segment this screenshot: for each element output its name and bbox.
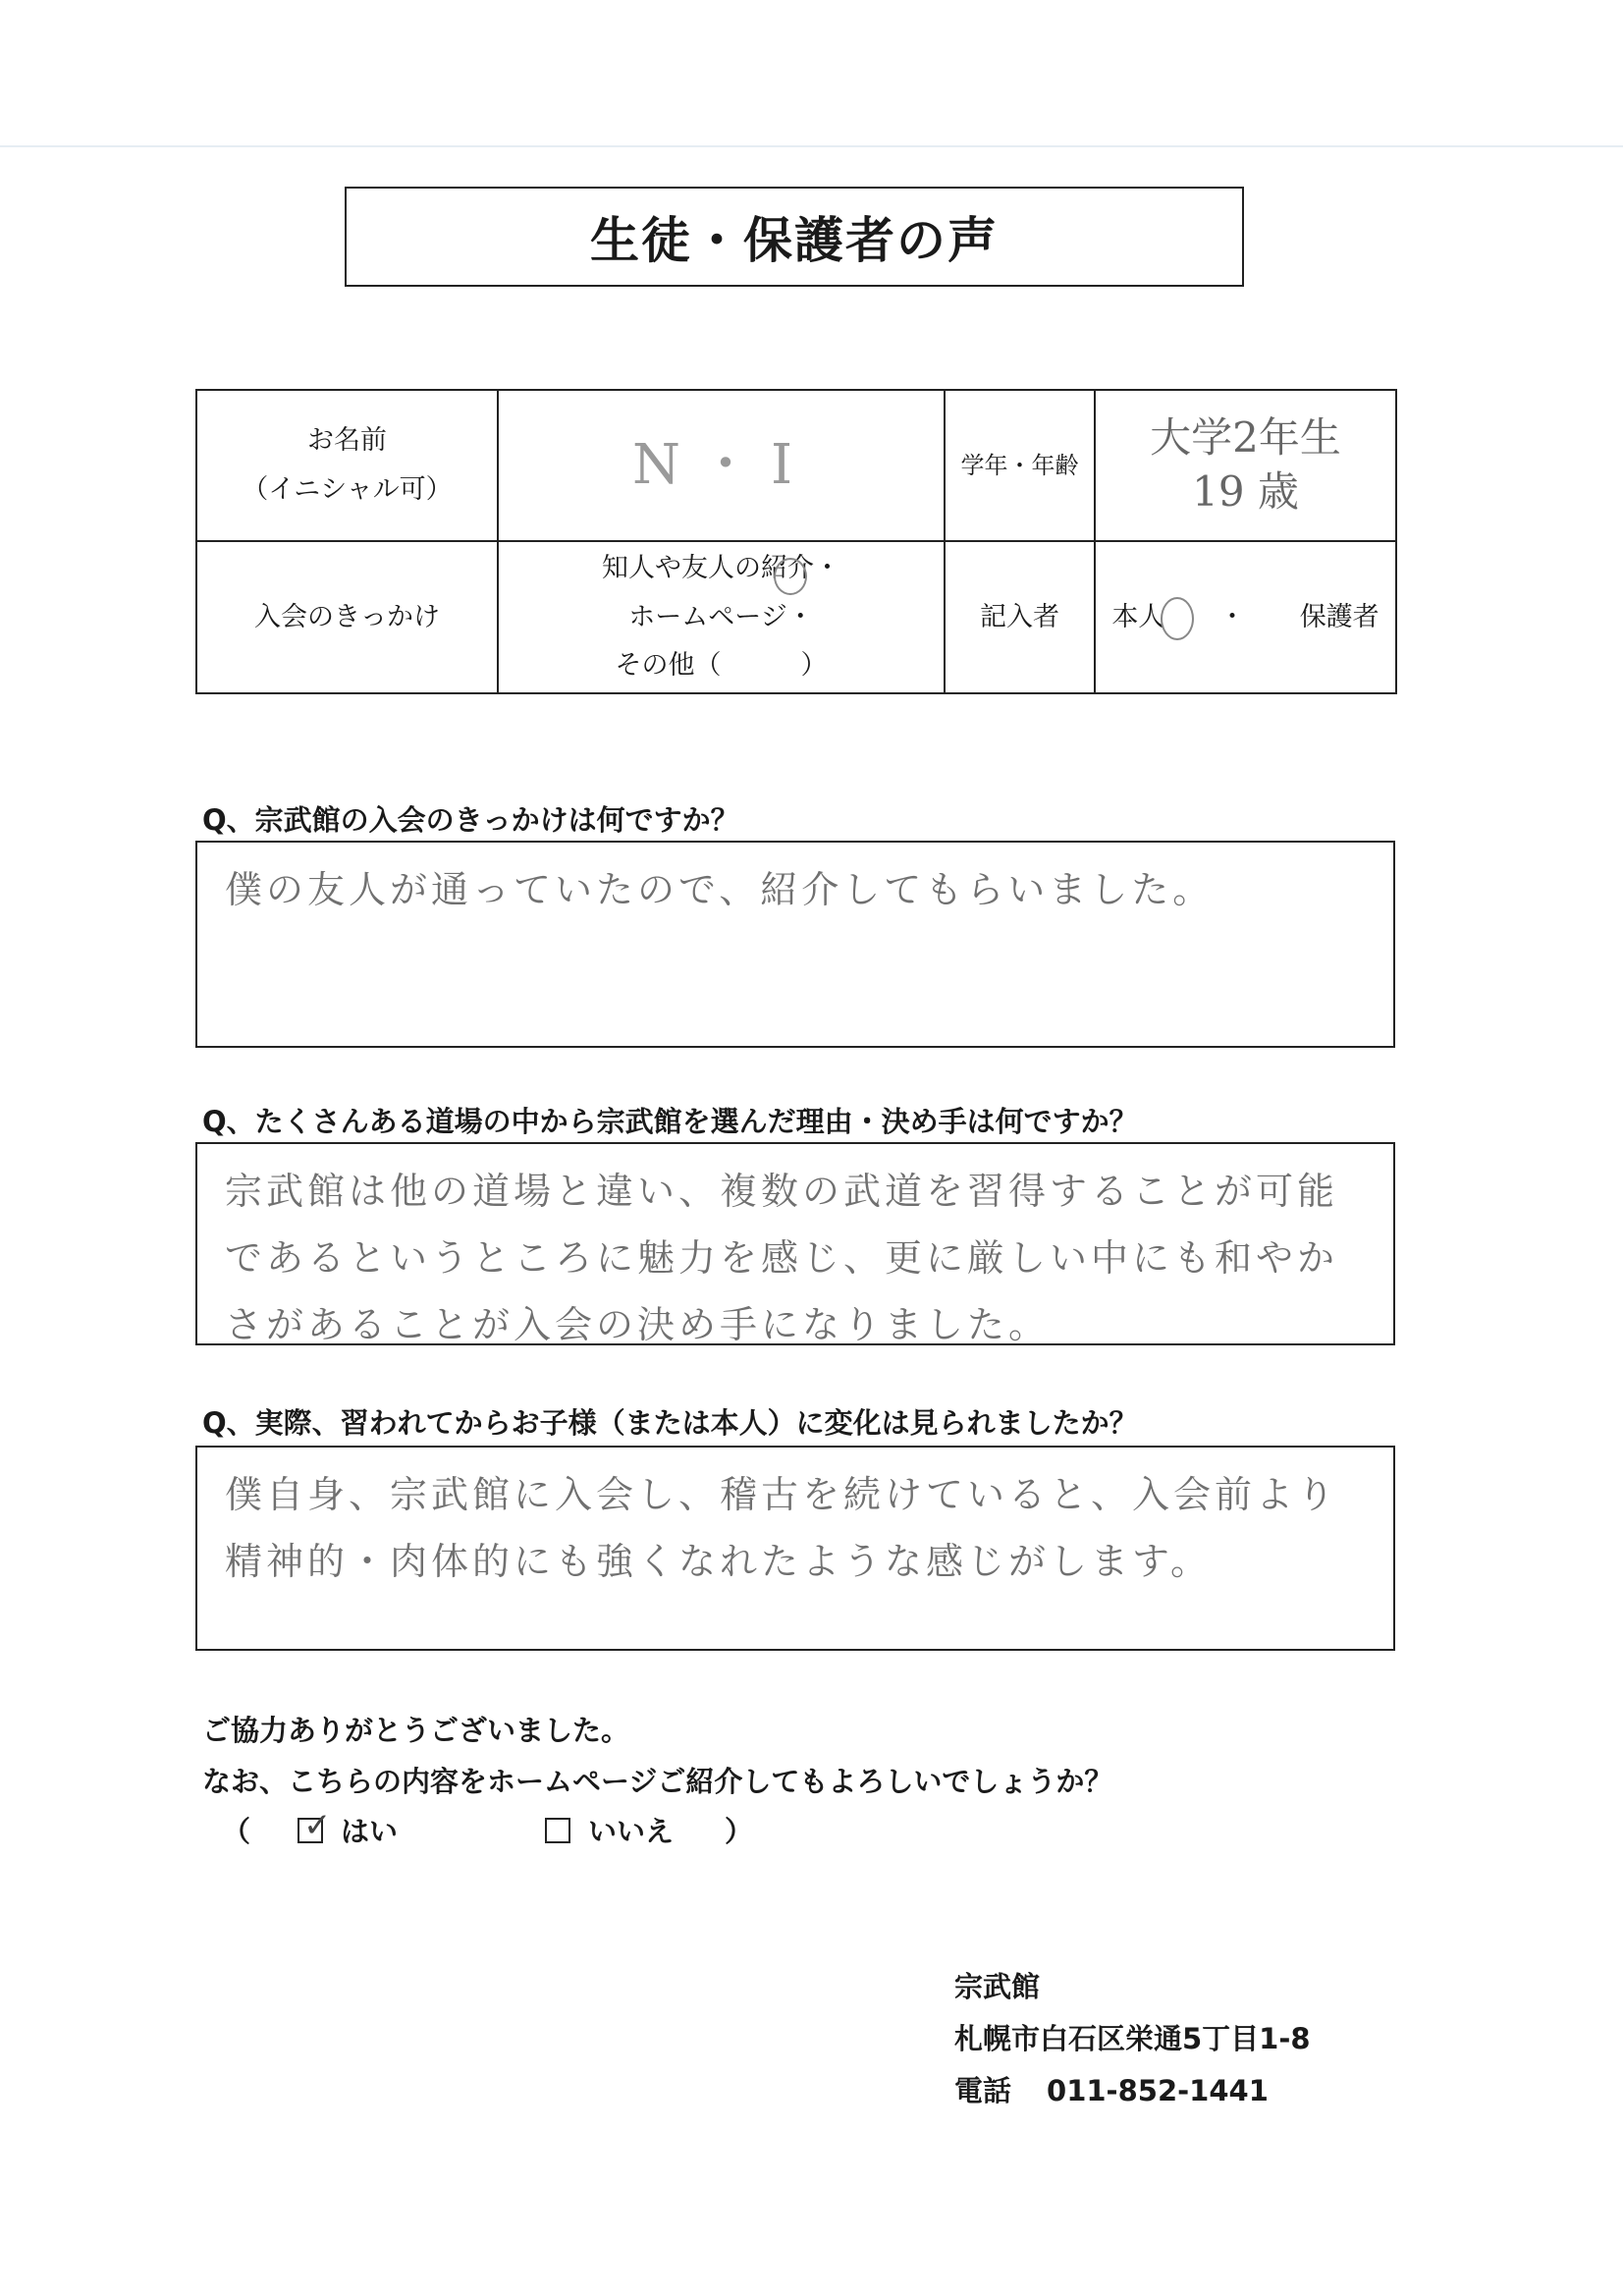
trigger-label: 入会のきっかけ bbox=[254, 601, 440, 632]
info-table bbox=[195, 389, 1397, 694]
answer-2-text: 宗武館は他の道場と違い、複数の武道を習得することが可能であるというところに魅力を感じ、更に厳しい中にも和やかさがあることが入会の決め手になりました。 bbox=[225, 1170, 1339, 1346]
permission-question: なお、こちらの内容をホームページご紹介してもよろしいでしょうか？ bbox=[202, 1765, 1113, 1798]
writer-option-guardian[interactable]: 保護者 bbox=[1299, 601, 1380, 632]
paren-close: ） bbox=[725, 1815, 754, 1848]
name-value: N・I bbox=[631, 433, 811, 498]
question-1-label: Q、宗武館の入会のきっかけは何ですか？ bbox=[202, 803, 739, 837]
trigger-option-referral[interactable]: 知人や友人の紹介・ bbox=[602, 552, 840, 583]
phone-label: 電話 bbox=[954, 2074, 1012, 2107]
writer-options-cell[interactable] bbox=[1095, 541, 1396, 693]
grade-value-cell[interactable] bbox=[1095, 390, 1396, 541]
writer-label-cell bbox=[945, 541, 1095, 693]
question-3-label: Q、実際、習われてからお子様（または本人）に変化は見られましたか？ bbox=[202, 1406, 1138, 1440]
name-label-cell bbox=[196, 390, 498, 541]
name-label: お名前 bbox=[307, 425, 387, 457]
writer-label: 記入者 bbox=[980, 601, 1059, 632]
page-title bbox=[345, 187, 1244, 287]
page-title-text: 生徒・保護者の声 bbox=[590, 212, 999, 269]
name-value-cell[interactable] bbox=[498, 390, 945, 541]
writer-separator: ・ bbox=[1218, 601, 1246, 632]
answer-3-text: 僕自身、宗武館に入会し、稽古を続けていると、入会前より精神的・肉体的にも強くなれたような感じがします。 bbox=[225, 1473, 1339, 1583]
thanks-message: ご協力ありがとうございました。 bbox=[202, 1714, 630, 1747]
trigger-options-cell[interactable] bbox=[498, 541, 945, 693]
paren-open: （ bbox=[222, 1815, 251, 1848]
answer-1-box[interactable] bbox=[195, 841, 1395, 1048]
trigger-label-cell bbox=[196, 541, 498, 693]
age-value: 19 歳 bbox=[1192, 467, 1299, 516]
grade-label: 学年・年齢 bbox=[960, 451, 1079, 479]
grade-value: 大学2年生 bbox=[1150, 413, 1341, 463]
no-checkbox[interactable] bbox=[545, 1818, 570, 1843]
no-label[interactable]: いいえ bbox=[588, 1815, 675, 1848]
yes-checkbox[interactable] bbox=[298, 1805, 332, 1845]
answer-2-box[interactable] bbox=[195, 1142, 1395, 1345]
grade-label-cell bbox=[945, 390, 1095, 541]
question-2-label: Q、たくさんある道場の中から宗武館を選んだ理由・決め手は何ですか？ bbox=[202, 1105, 1138, 1138]
check-icon: ✓ bbox=[303, 1805, 332, 1845]
org-name: 宗武館 bbox=[954, 1970, 1041, 2003]
answer-3-box[interactable] bbox=[195, 1446, 1395, 1651]
answer-1-text: 僕の友人が通っていたので、紹介してもらいました。 bbox=[225, 868, 1215, 911]
permission-choice-row bbox=[222, 1805, 754, 1850]
trigger-option-other[interactable]: その他（ ） bbox=[615, 650, 828, 682]
name-label-note: （イニシャル可） bbox=[242, 474, 453, 505]
referral-circle-mark bbox=[774, 558, 807, 595]
footer-contact bbox=[954, 1961, 1311, 2117]
writer-option-self[interactable]: 本人 bbox=[1111, 601, 1165, 632]
org-phone-row bbox=[954, 2065, 1311, 2117]
trigger-option-homepage[interactable]: ホームページ・ bbox=[628, 601, 814, 632]
yes-label[interactable]: はい bbox=[341, 1815, 399, 1848]
phone-number[interactable]: 011-852-1441 bbox=[1047, 2074, 1269, 2107]
self-circle-mark bbox=[1161, 597, 1194, 640]
scan-edge-line bbox=[0, 145, 1623, 147]
org-address: 札幌市白石区栄通5丁目1-8 bbox=[954, 2022, 1311, 2055]
